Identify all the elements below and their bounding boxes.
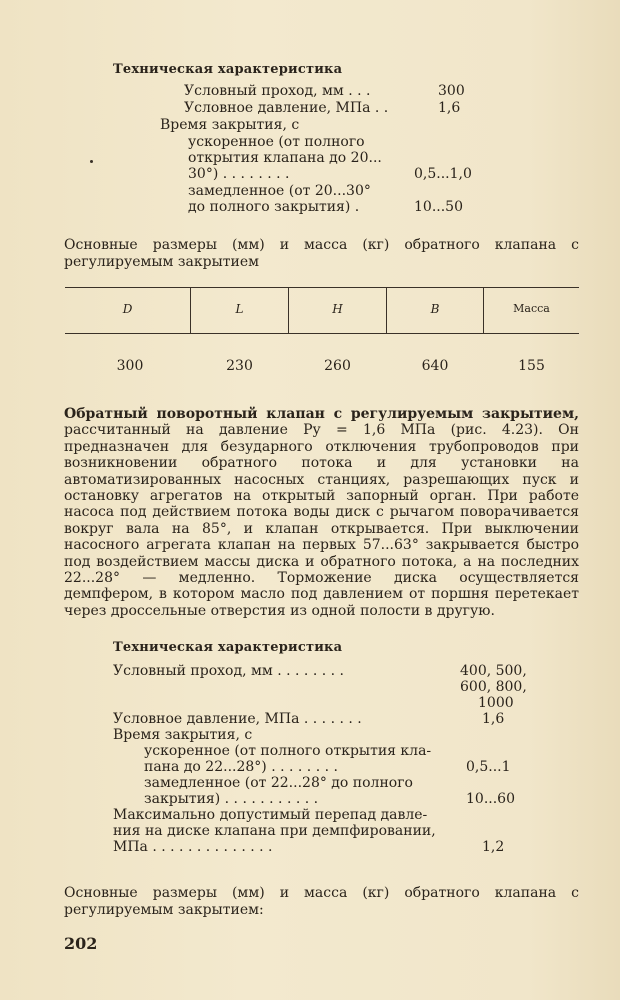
page-number: 202 — [64, 934, 98, 953]
spec1-line-8: до полного закрытия) . — [188, 199, 360, 215]
spec2-value-pressure: 1,6 — [482, 711, 505, 727]
spec2-value-slow: 10...60 — [466, 791, 515, 807]
spec1-line-3: Время закрытия, с — [160, 117, 300, 133]
section2-heading: Техническая характеристика — [113, 640, 343, 655]
spec2-line-6: замедленное (от 22...28° до полного — [144, 775, 413, 791]
table1-caption: Основные размеры (мм) и масса (кг) обратного клапана с регулируемым закрытием — [64, 237, 579, 270]
spec2-line-7: закрытия) . . . . . . . . . . . — [144, 791, 319, 807]
spec2-line-3: Время закрытия, с — [113, 727, 253, 743]
spec1-value-1: 300 — [438, 83, 465, 99]
spec1-line-2: Условное давление, МПа . . — [184, 100, 389, 116]
spec2-line-2: Условное давление, МПа . . . . . . . — [113, 711, 362, 727]
section1-heading: Техническая характеристика — [113, 62, 343, 77]
table1-cell-h: 260 — [324, 358, 351, 374]
spec2-value-max-drop: 1,2 — [482, 839, 505, 855]
spec1-value-3: 0,5...1,0 — [414, 166, 472, 182]
table1-cell-mass: 155 — [518, 358, 545, 374]
spec2-line-8: Максимально допустимый перепад давле- — [113, 807, 428, 823]
spec2-line-1: Условный проход, мм . . . . . . . . — [113, 663, 344, 679]
table1-top-rule — [65, 287, 579, 288]
spec2-value-diam-2: 600, 800, — [460, 679, 527, 695]
spec1-line-4: ускоренное (от полного — [188, 134, 365, 150]
table2-caption: Основные размеры (мм) и масса (кг) обратного клапана с регулируемым закрытием: — [64, 885, 579, 918]
spec2-value-diam-1: 400, 500, — [460, 663, 527, 679]
spec2-line-9: ния на диске клапана при демпфировании, — [113, 823, 436, 839]
spec1-line-1: Условный проход, мм . . . — [184, 83, 371, 99]
table1-header-rule — [65, 333, 579, 334]
table1-cell-l: 230 — [226, 358, 253, 374]
body-paragraph — [64, 406, 579, 619]
spec1-line-5: открытия клапана до 20... — [188, 150, 382, 166]
table1-header-b: B — [430, 302, 440, 316]
table1-header-h: H — [332, 302, 343, 316]
spec1-value-2: 1,6 — [438, 100, 461, 116]
spec2-line-10: МПа . . . . . . . . . . . . . . — [113, 839, 273, 855]
spec1-value-4: 10...50 — [414, 199, 463, 215]
paragraph-body: рассчитанный на давление Pу = 1,6 МПа (рис. 4.23). Он предназначен для безударного отключения трубопроводов при возникновении обратного потока и для установки на автоматизированных насосных станциях, разрешающих пуск и остановку агрегатов на открытый запорный орган. При работе насоса под действием потока воды диск с рычагом поворачивается вокруг вала на 85°, и клапан открывается. При выключении насосного агрегата клапан на первых 57...63° закрывается быстро под воздействием массы диска и обратного потока, а на последних 22...28° — медленно. Торможение диска осуществляется демпфером, в котором масло под давлением от поршня перетекает через дроссельные отверстия из одной полости в другую. — [64, 422, 579, 619]
table1-header-l: L — [235, 302, 244, 316]
spec2-line-5: пана до 22...28°) . . . . . . . . — [144, 759, 338, 775]
spec2-line-4: ускоренное (от полного открытия кла- — [144, 743, 432, 759]
table1-header-d: D — [122, 302, 133, 316]
table1-header-mass: Масса — [513, 302, 550, 315]
spec2-value-diam-3: 1000 — [478, 695, 514, 711]
paragraph-title: Обратный поворотный клапан с регулируемым закрытием, — [64, 406, 579, 422]
spec1-line-6: 30°) . . . . . . . . — [188, 166, 290, 182]
spec2-value-fast: 0,5...1 — [466, 759, 511, 775]
table1-cell-b: 640 — [421, 358, 449, 374]
spec1-line-7: замедленное (от 20...30° — [188, 183, 371, 199]
table1-cell-d: 300 — [116, 358, 144, 374]
print-mark — [90, 160, 93, 163]
